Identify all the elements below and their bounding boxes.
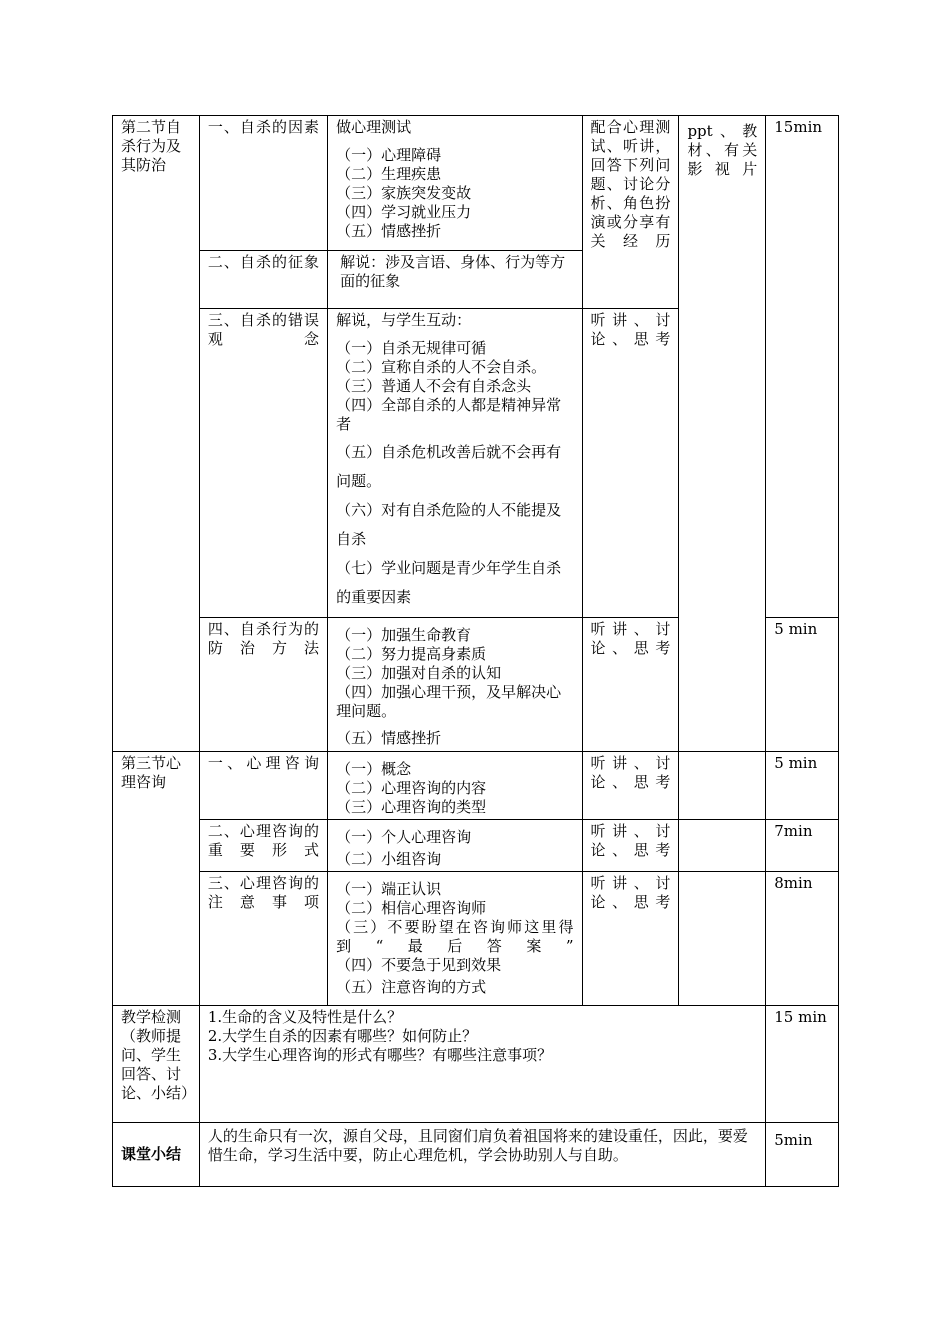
activity-cell: 配合心理测试、听讲，回答下列问题、讨论分析、角色扮演或分享有关经历 xyxy=(582,116,679,309)
check-label: 教学检测（教师提问、学生回答、讨论、小结） xyxy=(113,1006,200,1123)
content-cell: 解说：涉及言语、身体、行为等方面的征象 xyxy=(328,251,582,309)
topic-cell: 二、自杀的征象 xyxy=(199,251,327,309)
topic-cell: 三、心理咨询的注意事项 xyxy=(199,872,327,1006)
content-line: （一）端正认识 xyxy=(336,880,442,898)
summary-text: 人的生命只有一次，源自父母，且同窗们肩负着祖国将来的建设重任，因此，要爱惜生命，学习生活中要，防止心理危机，学会协助别人与自助。 xyxy=(199,1123,765,1187)
topic-cell: 一、自杀的因素 xyxy=(199,116,327,251)
activity-cell: 听讲、讨论、思考 xyxy=(582,618,679,752)
content-line: （一）自杀无规律可循 xyxy=(336,339,487,357)
content-cell xyxy=(328,618,582,752)
content-line: （三）加强对自杀的认知 xyxy=(336,664,502,682)
content-line: （五）情感挫折 xyxy=(336,729,442,747)
time-cell: 5 min xyxy=(766,752,839,820)
table-row xyxy=(113,820,839,872)
activity-cell: 听讲、讨论、思考 xyxy=(582,309,679,618)
topic-cell: 四、自杀行为的防治方法 xyxy=(199,618,327,752)
section-3-title: 第三节心理咨询 xyxy=(113,752,200,1006)
table-row xyxy=(113,1123,839,1187)
activity-cell: 听讲、讨论、思考 xyxy=(582,820,679,872)
time-cell: 15min xyxy=(766,116,839,618)
content-cell xyxy=(328,752,582,820)
content-line: （一）加强生命教育 xyxy=(336,626,472,644)
media-cell xyxy=(679,872,766,1006)
content-line: 做心理测试 xyxy=(336,118,412,136)
content-line: 解说，与学生互动： xyxy=(336,311,472,329)
content-cell xyxy=(328,872,582,1006)
table-row xyxy=(113,752,839,820)
content-line: （二）宣称自杀的人不会自杀。 xyxy=(336,358,547,376)
content-line: （三）家族突发变故 xyxy=(336,184,472,202)
lesson-plan-table xyxy=(112,115,839,1187)
media-cell xyxy=(679,820,766,872)
content-line: （七）学业问题是青少年学生自杀的重要因素 xyxy=(336,559,562,606)
content-line: （四）加强心理干预，及早解决心理问题。 xyxy=(336,683,562,720)
content-line: （四）全部自杀的人都是精神异常者 xyxy=(336,396,562,433)
content-line: （三）心理咨询的类型 xyxy=(336,798,487,816)
time-cell: 5min xyxy=(766,1123,839,1187)
table-row xyxy=(113,872,839,1006)
question-line: 1.生命的含义及特性是什么？ xyxy=(207,1008,403,1026)
content-line: （二）相信心理咨询师 xyxy=(336,899,487,917)
section-2-title: 第二节自杀行为及其防治 xyxy=(113,116,200,752)
content-line: （二）心理咨询的内容 xyxy=(336,779,487,797)
content-line: （六）对有自杀危险的人不能提及自杀 xyxy=(336,501,562,548)
check-questions xyxy=(199,1006,765,1123)
content-line: （四）不要急于见到效果 xyxy=(336,956,502,974)
content-line: （二）生理疾患 xyxy=(336,165,442,183)
topic-cell: 一、心理咨询 xyxy=(199,752,327,820)
media-cell xyxy=(679,752,766,820)
activity-cell: 听讲、讨论、思考 xyxy=(582,872,679,1006)
time-cell: 5 min xyxy=(766,618,839,752)
topic-cell: 二、心理咨询的重要形式 xyxy=(199,820,327,872)
content-line: （三）不要盼望在咨询师这里得到“最后答案” xyxy=(336,918,574,955)
summary-label: 课堂小结 xyxy=(113,1123,200,1187)
content-cell xyxy=(328,309,582,618)
activity-cell: 听讲、讨论、思考 xyxy=(582,752,679,820)
content-line: （五）自杀危机改善后就不会再有问题。 xyxy=(336,443,562,490)
content-line: （一）概念 xyxy=(336,760,412,778)
content-line: （二）努力提高身素质 xyxy=(336,645,487,663)
content-line: （四）学习就业压力 xyxy=(336,203,472,221)
content-line: （一）心理障碍 xyxy=(336,146,442,164)
time-cell: 7min xyxy=(766,820,839,872)
content-line: （三）普通人不会有自杀念头 xyxy=(336,377,532,395)
content-cell xyxy=(328,820,582,872)
content-line: （一）个人心理咨询 xyxy=(336,828,472,846)
topic-cell: 三、自杀的错误观念 xyxy=(199,309,327,618)
table-row xyxy=(113,116,839,251)
question-line: 3.大学生心理咨询的形式有哪些？有哪些注意事项？ xyxy=(207,1046,553,1064)
content-line: （二）小组咨询 xyxy=(336,850,442,868)
table-row xyxy=(113,1006,839,1123)
time-cell: 8min xyxy=(766,872,839,1006)
content-line: （五）情感挫折 xyxy=(336,222,442,240)
time-cell: 15 min xyxy=(766,1006,839,1123)
media-cell: ppt、教材、有关影视片 xyxy=(679,116,766,752)
content-line: （五）注意咨询的方式 xyxy=(336,978,487,996)
content-cell xyxy=(328,116,582,251)
question-line: 2.大学生自杀的因素有哪些？如何防止？ xyxy=(207,1027,478,1045)
